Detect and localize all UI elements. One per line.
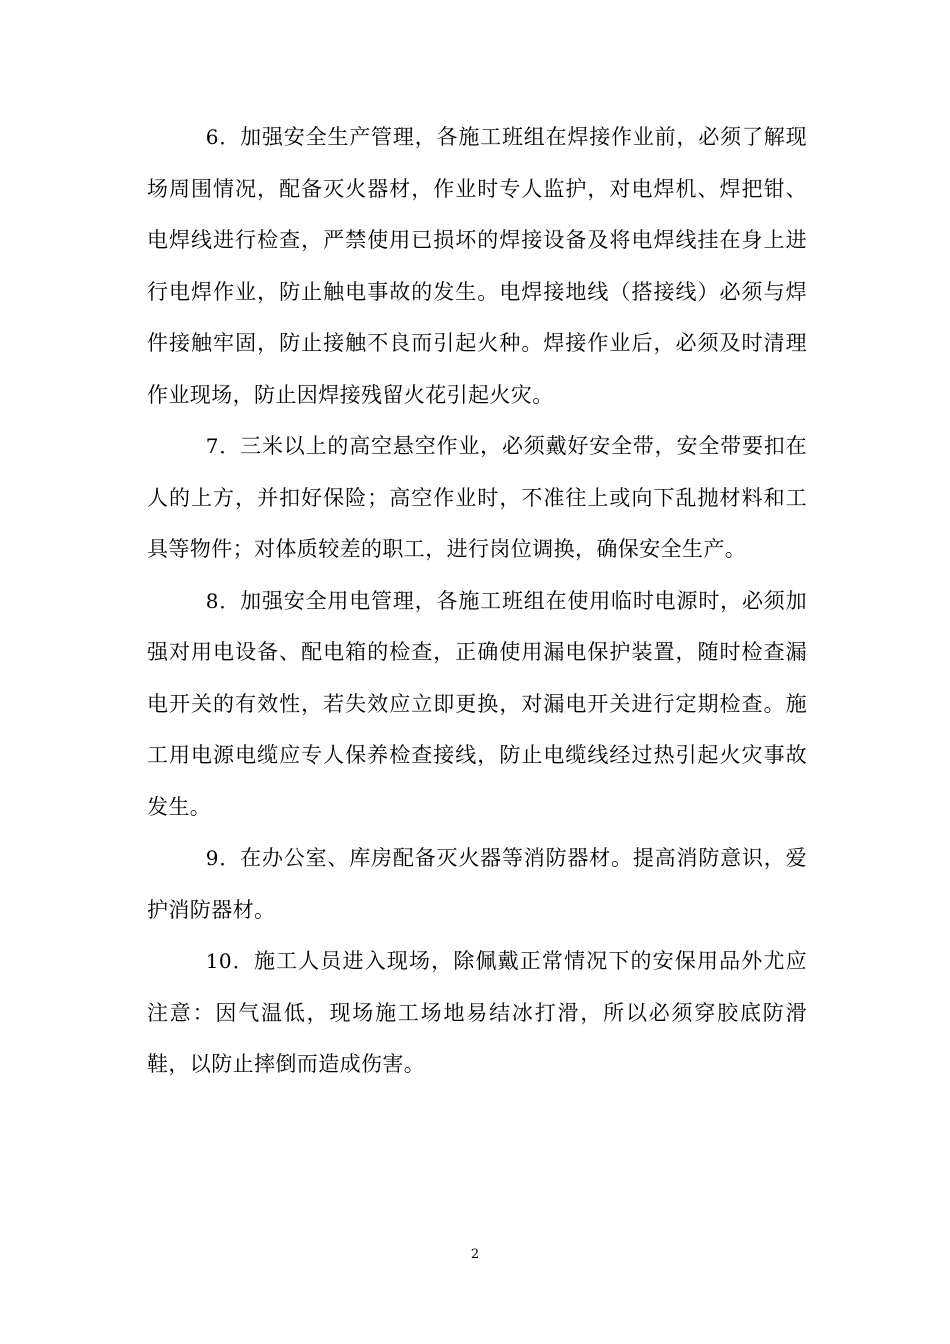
- paragraph-number: 10．: [205, 949, 254, 973]
- page-number: 2: [470, 1247, 480, 1262]
- paragraph-text: 加强安全生产管理，各施工班组在焊接作业前，必须了解现场周围情况，配备灭火器材，作业时专人监护，对电焊机、焊把钳、电焊线进行检查，严禁使用已损坏的焊接设备及将电焊线挂在身上进行电焊作业，防止触电事故的发生。电焊接地线（搭接线）必须与焊件接触牢固，防止接触不良而引起火种。焊接作业后，必须及时清理作业现场，防止因焊接残留火花引起火灾。: [147, 125, 807, 407]
- paragraph-number: 7．: [205, 434, 241, 458]
- paragraph-item-10: [147, 936, 807, 1091]
- paragraph-item-6: [147, 112, 807, 421]
- document-body: [147, 112, 807, 1091]
- paragraph-item-7: [147, 421, 807, 576]
- paragraph-number: 9．: [205, 846, 241, 870]
- paragraph-item-8: [147, 576, 807, 834]
- paragraph-text: 加强安全用电管理，各施工班组在使用临时电源时，必须加强对用电设备、配电箱的检查，正确使用漏电保护装置，随时检查漏电开关的有效性，若失效应立即更换，对漏电开关进行定期检查。施工用电源电缆应专人保养检查接线，防止电缆线经过热引起火灾事故发生。: [147, 588, 807, 819]
- paragraph-number: 8．: [205, 588, 241, 613]
- paragraph-text: 施工人员进入现场，除佩戴正常情况下的安保用品外尤应注意：因气温低，现场施工场地易结冰打滑，所以必须穿胶底防滑鞋，以防止摔倒而造成伤害。: [147, 949, 807, 1076]
- paragraph-item-9: [147, 833, 807, 936]
- paragraph-text: 三米以上的高空悬空作业，必须戴好安全带，安全带要扣在人的上方，并扣好保险；高空作业时，不准往上或向下乱抛材料和工具等物件；对体质较差的职工，进行岗位调换，确保安全生产。: [147, 434, 807, 561]
- paragraph-text: 在办公室、库房配备灭火器等消防器材。提高消防意识，爱护消防器材。: [147, 846, 807, 922]
- paragraph-number: 6．: [205, 125, 241, 149]
